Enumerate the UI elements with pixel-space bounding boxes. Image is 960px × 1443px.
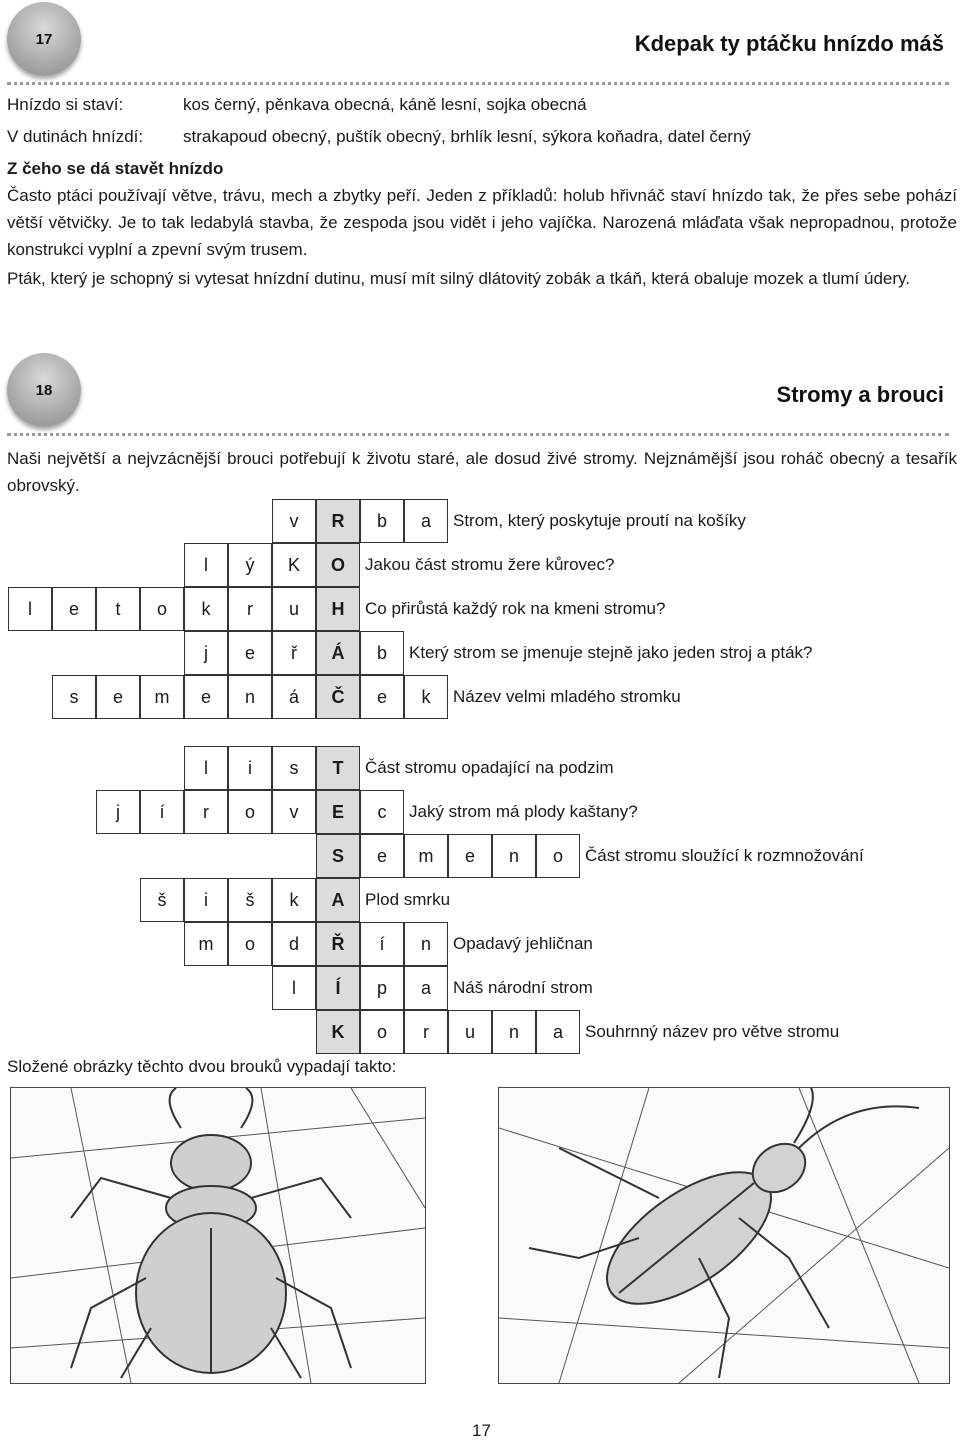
crossword-clue: Souhrnný název pro větve stromu [585, 1022, 840, 1041]
crossword-cell: r [184, 790, 228, 834]
crossword-cell: e [52, 587, 96, 631]
crossword-cell: ý [228, 543, 272, 587]
crossword-cell: v [272, 499, 316, 543]
intro-paragraph: Naši největší a nejvzácnější brouci potřebují k životu staré, ale dosud živé stromy. Nejznámější jsou roháč obecný a tesařík obrovský. [7, 449, 957, 495]
crossword-cell: k [184, 587, 228, 631]
nest-builders-label: Hnízdo si staví: [7, 95, 124, 114]
crossword-cell: i [228, 746, 272, 790]
longhorn-beetle-illustration [499, 1088, 949, 1383]
crossword-key-cell: O [316, 543, 360, 587]
crossword-key-cell: H [316, 587, 360, 631]
crossword-cell: v [272, 790, 316, 834]
crossword-cell: e [184, 675, 228, 719]
crossword-cell: e [360, 834, 404, 878]
crossword-cell: e [448, 834, 492, 878]
crossword-cell: r [404, 1010, 448, 1054]
stag-beetle-puzzle-image [10, 1087, 426, 1384]
crossword-cell: a [536, 1010, 580, 1054]
dotted-divider [7, 82, 949, 85]
crossword-cell: ř [272, 631, 316, 675]
crossword-clue: Náš národní strom [453, 978, 593, 997]
crossword-clue: Část stromu opadající na podzim [365, 758, 614, 777]
crossword-clue: Jakou část stromu žere kůrovec? [365, 555, 615, 574]
crossword-key-cell: Í [316, 966, 360, 1010]
crossword-cell: o [140, 587, 184, 631]
cavity-nesters-value: strakapoud obecný, puštík obecný, brhlík lesní, sýkora koňadra, datel černý [183, 127, 751, 146]
crossword-cell: a [404, 966, 448, 1010]
crossword-key-cell: T [316, 746, 360, 790]
crossword-cell: í [140, 790, 184, 834]
dotted-divider [7, 433, 949, 436]
crossword-cell: n [228, 675, 272, 719]
crossword-key-cell: K [316, 1010, 360, 1054]
crossword-cell: t [96, 587, 140, 631]
crossword-clue: Opadavý jehličnan [453, 934, 593, 953]
crossword-cell: j [184, 631, 228, 675]
crossword-cell: n [492, 1010, 536, 1054]
crossword-cell: e [360, 675, 404, 719]
crossword-clue: Název velmi mladého stromku [453, 687, 681, 706]
images-caption: Složené obrázky těchto dvou brouků vypadají takto: [7, 1057, 397, 1076]
crossword-clue: Jaký strom má plody kaštany? [409, 802, 638, 821]
crossword-cell: b [360, 499, 404, 543]
crossword-cell: K [272, 543, 316, 587]
crossword-clue: Plod smrku [365, 890, 451, 909]
crossword-clue: Co přirůstá každý rok na kmeni stromu? [365, 599, 666, 618]
crossword-cell: o [536, 834, 580, 878]
crossword-key-cell: R [316, 499, 360, 543]
crossword-key-cell: A [316, 878, 360, 922]
crossword-cell: o [228, 790, 272, 834]
crossword-cell: l [272, 966, 316, 1010]
crossword-clue: Strom, který poskytuje proutí na košíky [453, 511, 746, 530]
crossword-cell: c [360, 790, 404, 834]
section-number: 18 [35, 381, 53, 399]
crossword-cell: s [272, 746, 316, 790]
crossword-cell: m [184, 922, 228, 966]
crossword-cell: k [272, 878, 316, 922]
nest-builders-value: kos černý, pěnkava obecná, káně lesní, sojka obecná [183, 95, 587, 114]
crossword-key-cell: Á [316, 631, 360, 675]
crossword-cell: p [360, 966, 404, 1010]
crossword-cell: š [228, 878, 272, 922]
crossword-cell: u [272, 587, 316, 631]
section-number-badge [7, 2, 81, 76]
paragraph: Často ptáci používají větve, trávu, mech a zbytky peří. Jeden z příkladů: holub hřivnáč staví hnízdo tak, že přes sebe pohází větší větvičky. Je to tak ledabylá stavba, že zespoda jsou vidět i jeho vajíčka. Narozená mláďata však nepropadnou, protože konstrukci vyplní a zpevní svým trusem. [7, 186, 957, 259]
crossword-key-cell: Č [316, 675, 360, 719]
longhorn-beetle-puzzle-image [498, 1087, 950, 1384]
crossword-cell: d [272, 922, 316, 966]
crossword-key-cell: Ř [316, 922, 360, 966]
crossword-cell: m [140, 675, 184, 719]
crossword-cell: l [184, 543, 228, 587]
paragraph: Pták, který je schopný si vytesat hnízdní dutinu, musí mít silný dlátovitý zobák a tkáň, která obaluje mozek a tlumí údery. [7, 269, 910, 288]
crossword-cell: n [492, 834, 536, 878]
crossword-clue: Který strom se jmenuje stejně jako jeden stroj a pták? [409, 643, 813, 662]
cavity-nesters-label: V dutinách hnízdí: [7, 127, 144, 146]
crossword-cell: n [404, 922, 448, 966]
section-title: Kdepak ty ptáčku hnízdo máš [634, 31, 944, 56]
crossword-cell: m [404, 834, 448, 878]
section-title: Stromy a brouci [776, 382, 944, 407]
crossword-cell: í [360, 922, 404, 966]
crossword-cell: k [404, 675, 448, 719]
crossword-cell: á [272, 675, 316, 719]
crossword-cell: b [360, 631, 404, 675]
crossword-cell: o [360, 1010, 404, 1054]
crossword-key-cell: S [316, 834, 360, 878]
crossword-cell: o [228, 922, 272, 966]
crossword-cell: a [404, 499, 448, 543]
stag-beetle-illustration [11, 1088, 425, 1383]
crossword-clue: Část stromu sloužící k rozmnožování [585, 846, 864, 865]
page-number: 17 [472, 1421, 491, 1440]
crossword-cell: u [448, 1010, 492, 1054]
crossword-cell: s [52, 675, 96, 719]
crossword-key-cell: E [316, 790, 360, 834]
crossword-cell: i [184, 878, 228, 922]
crossword-cell: l [8, 587, 52, 631]
crossword-cell: j [96, 790, 140, 834]
crossword-cell: r [228, 587, 272, 631]
subheading: Z čeho se dá stavět hnízdo [7, 159, 224, 178]
section-number-badge [7, 353, 81, 427]
section-number: 17 [35, 30, 53, 48]
crossword-cell: e [96, 675, 140, 719]
crossword-cell: š [140, 878, 184, 922]
crossword-cell: e [228, 631, 272, 675]
crossword-cell: l [184, 746, 228, 790]
